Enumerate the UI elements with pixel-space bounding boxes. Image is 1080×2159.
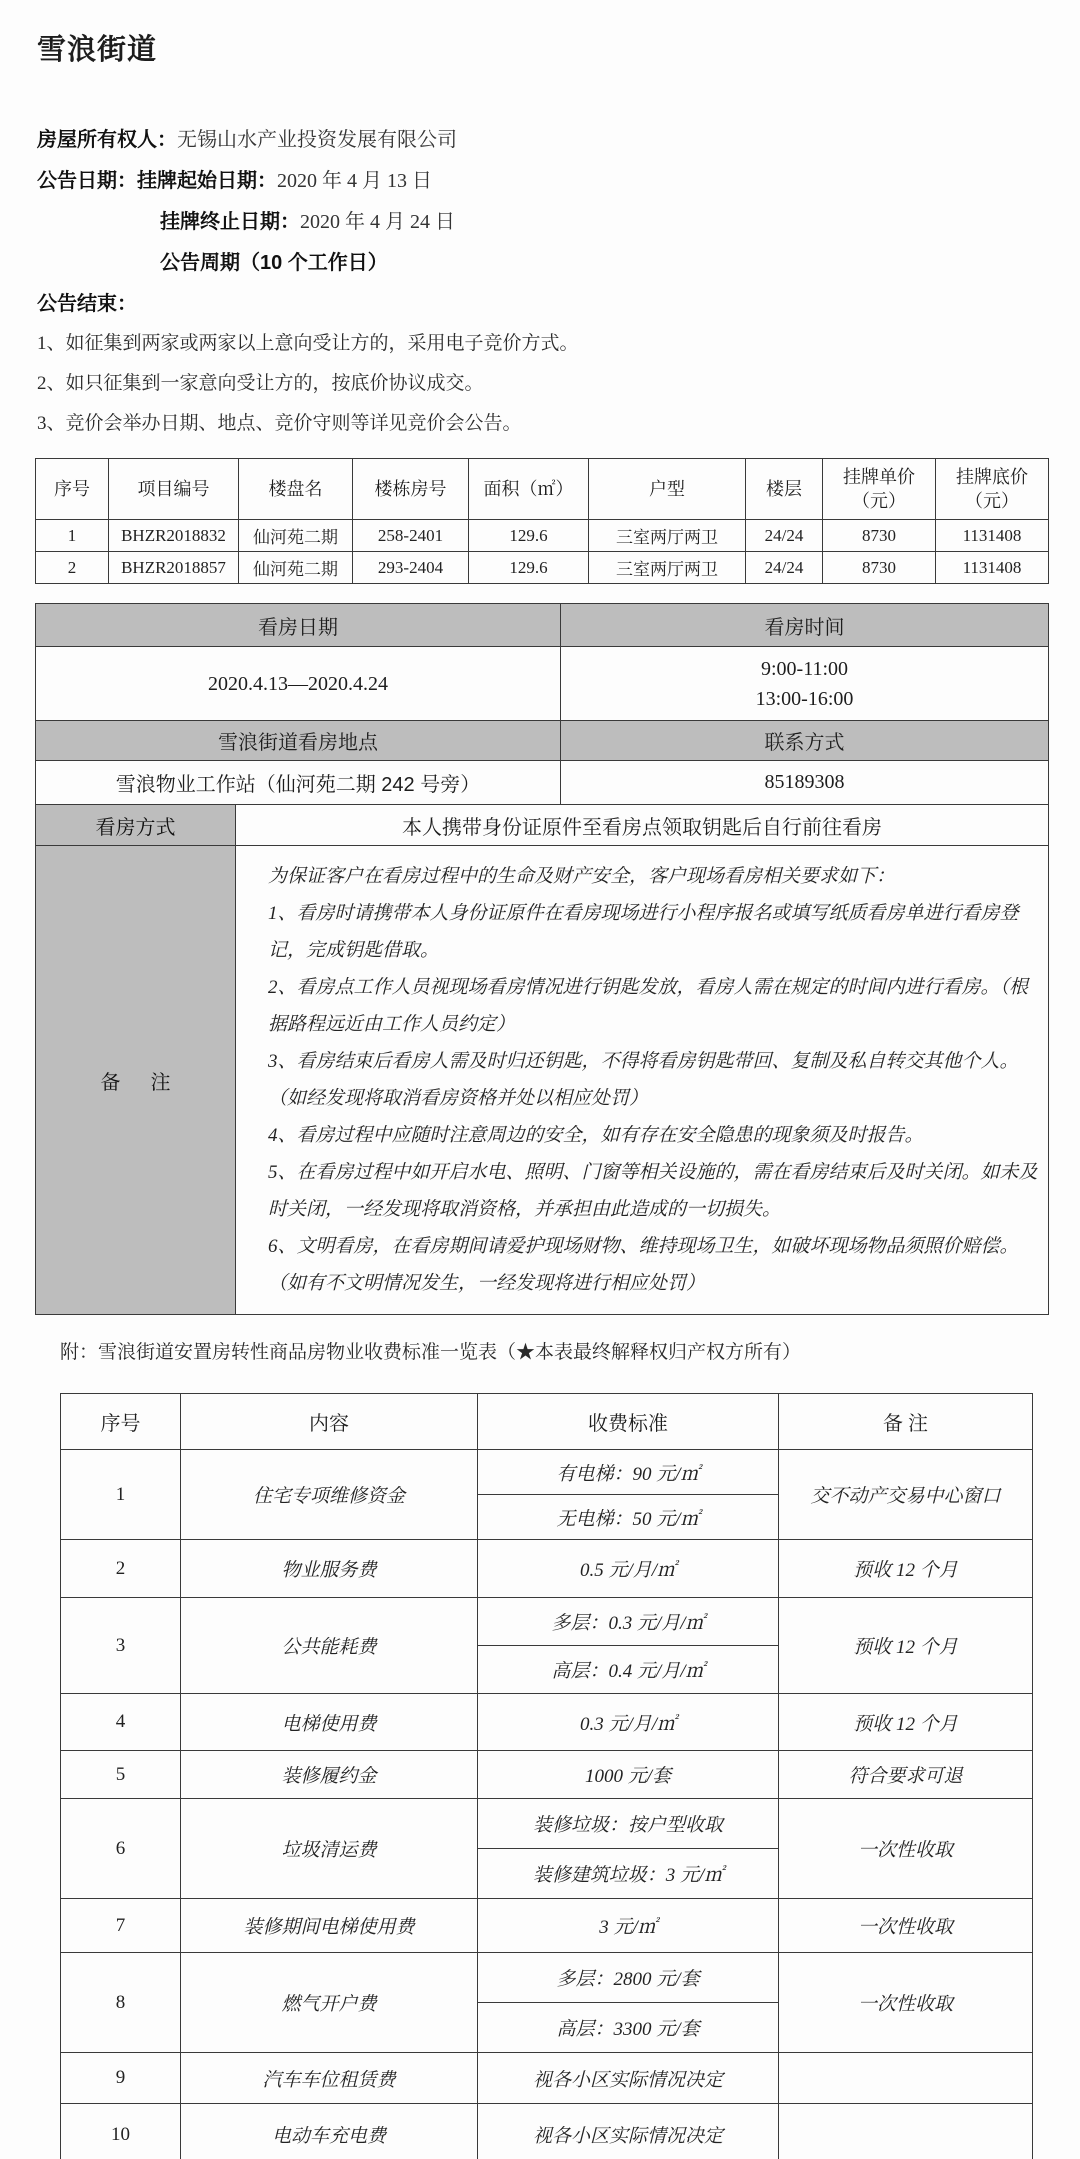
page-title: 雪浪街道 — [37, 34, 158, 66]
fee-no-cell: 8 — [61, 1953, 181, 2053]
fee-remark-cell: 一次性收取 — [779, 1899, 1033, 1953]
fee-standard-cell: 装修垃圾：按户型收取 — [478, 1799, 779, 1849]
fee-content-cell: 汽车车位租赁费 — [181, 2053, 478, 2104]
fee-standard-cell: 无电梯：50 元/㎡ — [478, 1495, 779, 1540]
listing-cell: 8730 — [823, 552, 936, 584]
closing-item: 1、如征集到两家或两家以上意向受让方的，采用电子竞价方式。 — [37, 333, 579, 354]
table-row — [61, 2053, 1033, 2104]
fee-no-cell: 2 — [61, 1540, 181, 1598]
viewing-method-value: 本人携带身份证原件至看房点领取钥匙后自行前往看房 — [236, 805, 1049, 846]
viewing-contact-header: 联系方式 — [561, 721, 1049, 761]
table-row — [36, 520, 1049, 552]
listing-cell: 仙河苑二期 — [239, 552, 353, 584]
listing-cell: 293-2404 — [353, 552, 469, 584]
fee-standard-cell: 装修建筑垃圾：3 元/㎡ — [478, 1849, 779, 1899]
fee-remark-cell: 一次性收取 — [779, 1953, 1033, 2053]
fee-header-cell: 内容 — [181, 1394, 478, 1450]
fee-remark-cell: 预收 12 个月 — [779, 1694, 1033, 1751]
fee-header-cell: 序号 — [61, 1394, 181, 1450]
remark-content — [236, 846, 1049, 1315]
fee-no-cell: 1 — [61, 1450, 181, 1540]
fee-no-cell: 10 — [61, 2104, 181, 2159]
listing-cell: 24/24 — [746, 552, 823, 584]
closing-items — [37, 333, 1080, 435]
end-date-value: 2020 年 4 月 24 日 — [300, 211, 455, 233]
fee-header-cell: 备 注 — [779, 1394, 1033, 1450]
fee-content-cell: 电动车充电费 — [181, 2104, 478, 2159]
fee-content-cell: 垃圾清运费 — [181, 1799, 478, 1899]
remark-item: 5、在看房过程中如开启水电、照明、门窗等相关设施的，需在看房结束后及时关闭。如未及时关闭，一经发现将取消资格，并承担由此造成的一切损失。 — [268, 1162, 1038, 1220]
listing-header-cell: 挂牌单价（元） — [823, 459, 936, 520]
listing-header-cell: 面积（㎡） — [469, 459, 589, 520]
viewing-time-line1: 9:00-11:00 — [760, 657, 849, 680]
viewing-header-row — [36, 604, 1049, 647]
listing-cell: 1131408 — [936, 552, 1049, 584]
table-row — [61, 1598, 1033, 1646]
listing-cell: 258-2401 — [353, 520, 469, 552]
end-date-label: 挂牌终止日期： — [160, 211, 300, 233]
table-row — [61, 1953, 1033, 2003]
fee-table — [60, 1393, 1033, 2159]
fee-standard-cell: 1000 元/套 — [478, 1751, 779, 1799]
owner-value: 无锡山水产业投资发展有限公司 — [177, 129, 457, 151]
fee-header-row — [61, 1394, 1033, 1450]
fee-header-cell: 收费标准 — [478, 1394, 779, 1450]
remark-label: 备注 — [36, 846, 236, 1315]
fee-no-cell: 9 — [61, 2053, 181, 2104]
viewing-time-line2: 13:00-16:00 — [755, 687, 854, 710]
viewing-date-value: 2020.4.13—2020.4.24 — [36, 647, 561, 721]
fee-remark-cell: 预收 12 个月 — [779, 1540, 1033, 1598]
fee-remark-cell: 预收 12 个月 — [779, 1598, 1033, 1694]
closing-item: 2、如只征集到一家意向受让方的，按底价协议成交。 — [37, 373, 484, 394]
remark-item: 6、文明看房，在看房期间请爱护现场财物、维持现场卫生，如破坏现场物品须照价赔偿。（如有不文明情况发生，一经发现将进行相应处罚） — [268, 1236, 1019, 1294]
listing-header-cell: 楼盘名 — [239, 459, 353, 520]
date-label: 公告日期： — [37, 170, 137, 192]
listing-cell: 1131408 — [936, 520, 1049, 552]
fee-remark-cell — [779, 2053, 1033, 2104]
listing-cell: BHZR2018857 — [109, 552, 239, 584]
listing-cell: 1 — [36, 520, 109, 552]
listing-cell: 三室两厅两卫 — [589, 520, 746, 552]
start-date-line — [37, 169, 1080, 193]
viewing-date-header: 看房日期 — [36, 604, 561, 647]
table-row — [36, 761, 1049, 805]
period-line — [37, 251, 1080, 275]
viewing-time-value — [561, 647, 1049, 721]
listing-table — [35, 458, 1049, 584]
table-row — [36, 805, 1049, 846]
table-row — [61, 1751, 1033, 1799]
listing-cell: 24/24 — [746, 520, 823, 552]
listing-header-cell: 项目编号 — [109, 459, 239, 520]
fee-remark-cell: 一次性收取 — [779, 1799, 1033, 1899]
fee-standard-cell: 多层：0.3 元/月/㎡ — [478, 1598, 779, 1646]
listing-cell: BHZR2018832 — [109, 520, 239, 552]
fee-no-cell: 3 — [61, 1598, 181, 1694]
fee-remark-cell — [779, 2104, 1033, 2159]
start-date-value: 2020 年 4 月 13 日 — [277, 170, 432, 192]
listing-header-cell: 挂牌底价（元） — [936, 459, 1049, 520]
fee-remark-cell: 符合要求可退 — [779, 1751, 1033, 1799]
fee-standard-cell: 高层：3300 元/套 — [478, 2003, 779, 2053]
fee-standard-cell: 多层：2800 元/套 — [478, 1953, 779, 2003]
table-row — [61, 1899, 1033, 1953]
listing-header-cell: 楼层 — [746, 459, 823, 520]
table-row — [61, 1799, 1033, 1849]
closing-label: 公告结束： — [37, 293, 137, 315]
announcement-info — [37, 128, 1080, 316]
table-row — [61, 2104, 1033, 2159]
listing-header-row — [36, 459, 1049, 520]
table-row — [36, 552, 1049, 584]
listing-header-cell: 序号 — [36, 459, 109, 520]
remark-item: 3、看房结束后看房人需及时归还钥匙，不得将看房钥匙带回、复制及私自转交其他个人。（如经发现将取消看房资格并处以相应处罚） — [268, 1051, 1019, 1109]
listing-cell: 129.6 — [469, 520, 589, 552]
fee-content-cell: 装修期间电梯使用费 — [181, 1899, 478, 1953]
viewing-method-label: 看房方式 — [36, 805, 236, 846]
fee-content-cell: 住宅专项维修资金 — [181, 1450, 478, 1540]
fee-standard-cell: 视各小区实际情况决定 — [478, 2104, 779, 2159]
fee-no-cell: 5 — [61, 1751, 181, 1799]
fee-no-cell: 6 — [61, 1799, 181, 1899]
end-date-line — [37, 210, 1080, 234]
listing-cell: 仙河苑二期 — [239, 520, 353, 552]
fee-no-cell: 4 — [61, 1694, 181, 1751]
viewing-location-header: 雪浪街道看房地点 — [36, 721, 561, 761]
fee-standard-cell: 有电梯：90 元/㎡ — [478, 1450, 779, 1495]
viewing-time-header: 看房时间 — [561, 604, 1049, 647]
period-label: 公告周期（10 个工作日） — [160, 252, 388, 274]
listing-header-cell: 户型 — [589, 459, 746, 520]
listing-cell: 2 — [36, 552, 109, 584]
fee-no-cell: 7 — [61, 1899, 181, 1953]
fee-remark-cell: 交不动产交易中心窗口 — [779, 1450, 1033, 1540]
fee-standard-cell: 视各小区实际情况决定 — [478, 2053, 779, 2104]
listing-header-cell: 楼栋房号 — [353, 459, 469, 520]
fee-standard-cell: 高层：0.4 元/月/㎡ — [478, 1646, 779, 1694]
fee-content-cell: 燃气开户费 — [181, 1953, 478, 2053]
fee-content-cell: 物业服务费 — [181, 1540, 478, 1598]
remark-item: 2、看房点工作人员视现场看房情况进行钥匙发放，看房人需在规定的时间内进行看房。（根据路程远近由工作人员约定） — [268, 977, 1029, 1035]
fee-content-cell: 装修履约金 — [181, 1751, 478, 1799]
fee-content-cell: 公共能耗费 — [181, 1598, 478, 1694]
table-row — [61, 1694, 1033, 1751]
remark-item: 1、看房时请携带本人身份证原件在看房现场进行小程序报名或填写纸质看房单进行看房登记，完成钥匙借取。 — [268, 903, 1019, 961]
closing-line — [37, 292, 1080, 316]
start-date-label: 挂牌起始日期： — [137, 170, 277, 192]
listing-cell: 129.6 — [469, 552, 589, 584]
fee-standard-cell: 3 元/㎡ — [478, 1899, 779, 1953]
viewing-contact-value: 85189308 — [561, 761, 1049, 805]
table-row — [36, 647, 1049, 721]
table-row — [61, 1450, 1033, 1495]
owner-label: 房屋所有权人： — [37, 129, 177, 151]
remark-item: 4、看房过程中应随时注意周边的安全，如有存在安全隐患的现象须及时报告。 — [268, 1125, 924, 1146]
owner-line — [37, 128, 1080, 152]
closing-item: 3、竞价会举办日期、地点、竞价守则等详见竞价会公告。 — [37, 413, 522, 434]
remark-row — [36, 846, 1049, 1315]
viewing-table — [35, 603, 1049, 1315]
remark-intro: 为保证客户在看房过程中的生命及财产安全，客户现场看房相关要求如下： — [268, 866, 896, 887]
attachment-note: 附：雪浪街道安置房转性商品房物业收费标准一览表（★本表最终解释权归产权方所有） — [60, 1342, 802, 1363]
viewing-location-value: 雪浪物业工作站（仙河苑二期 242 号旁） — [36, 761, 561, 805]
fee-content-cell: 电梯使用费 — [181, 1694, 478, 1751]
fee-standard-cell: 0.3 元/月/㎡ — [478, 1694, 779, 1751]
viewing-subheader-row — [36, 721, 1049, 761]
listing-cell: 三室两厅两卫 — [589, 552, 746, 584]
fee-standard-cell: 0.5 元/月/㎡ — [478, 1540, 779, 1598]
listing-cell: 8730 — [823, 520, 936, 552]
table-row — [61, 1540, 1033, 1598]
